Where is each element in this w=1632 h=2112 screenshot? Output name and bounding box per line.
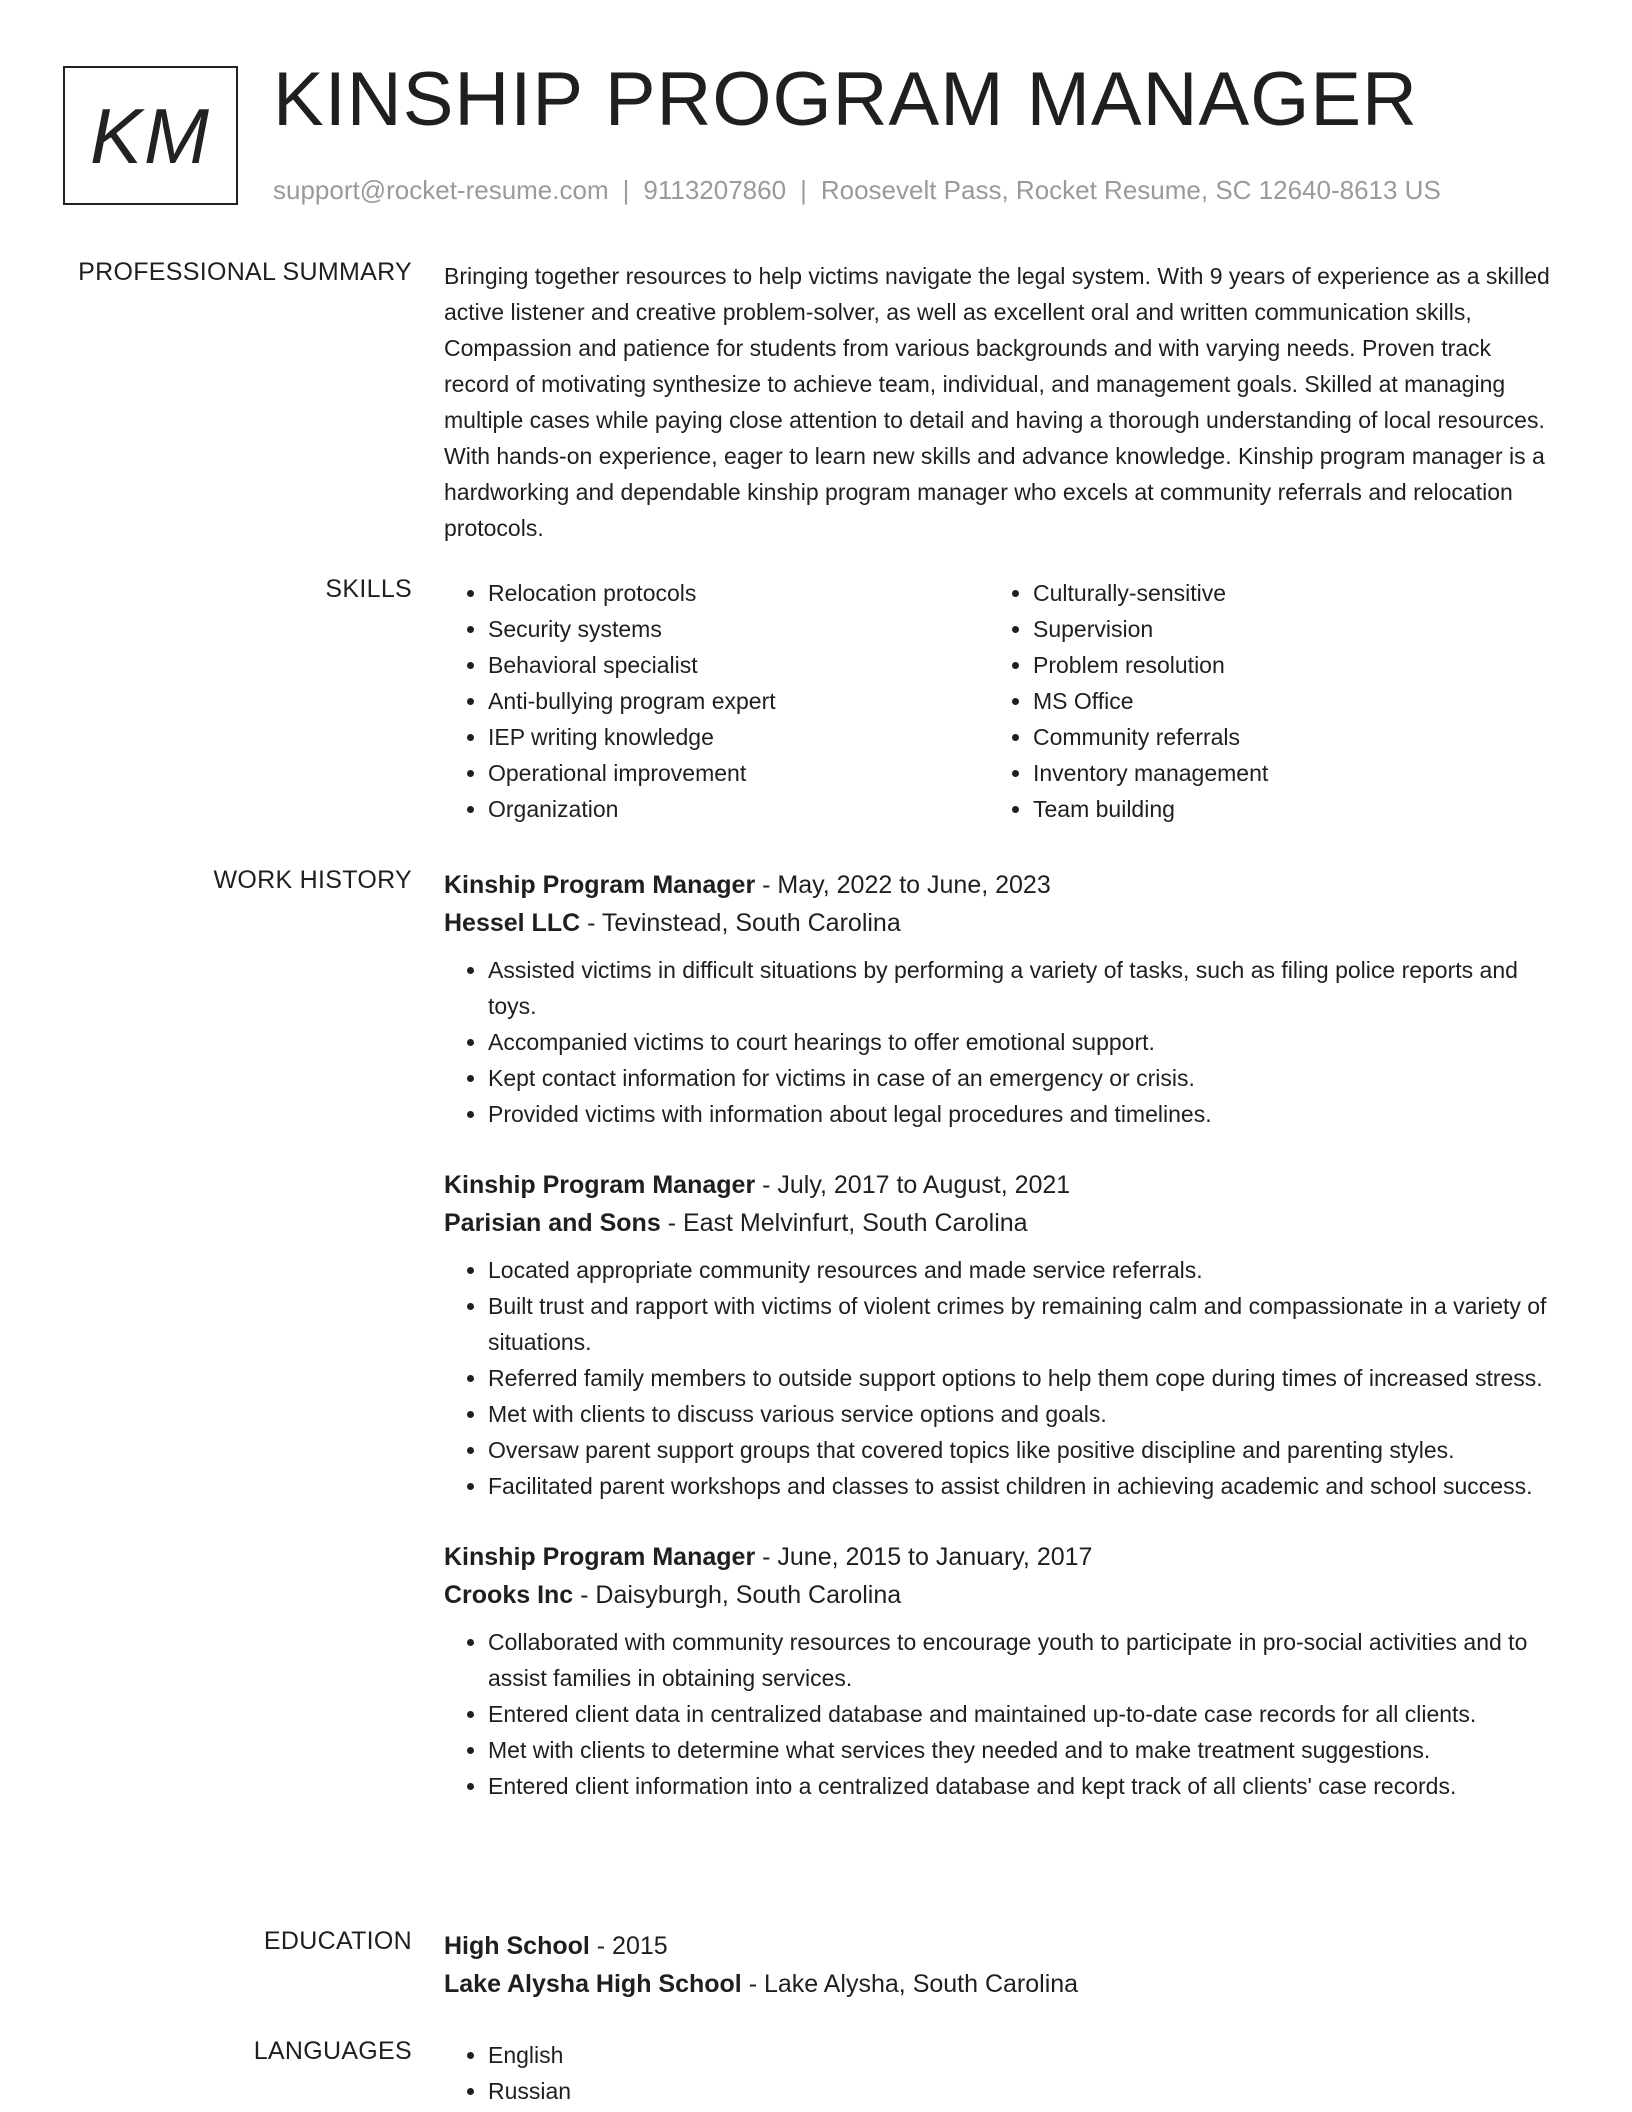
job-dates: - July, 2017 to August, 2021 <box>755 1171 1071 1199</box>
job-title-line <box>444 1166 1554 1204</box>
job-title: Kinship Program Manager <box>444 1171 756 1199</box>
job-bullet: • Assisted victims in difficult situations by performing a variety of tasks, such as filing police reports and toys. <box>488 952 1554 1024</box>
job-location: - Daisyburgh, South Carolina <box>573 1581 902 1609</box>
job-bullet: • Facilitated parent workshops and classes to assist children in achieving academic and school success. <box>488 1468 1554 1504</box>
job-company: Crooks Inc <box>444 1581 574 1609</box>
job-entry <box>444 1166 1554 1504</box>
education-year: - 2015 <box>589 1932 668 1960</box>
job-company-line <box>444 904 1554 942</box>
education-school: Lake Alysha High School <box>444 1970 742 1998</box>
skill-item: • Organization <box>488 791 989 827</box>
skill-item: • Inventory management <box>1033 755 1534 791</box>
job-bullet: • Accompanied victims to court hearings to offer emotional support. <box>488 1024 1554 1060</box>
job-bullet: • Provided victims with information about legal procedures and timelines. <box>488 1096 1554 1132</box>
job-company: Parisian and Sons <box>444 1209 661 1237</box>
job-bullet: • Referred family members to outside support options to help them cope during times of increased stress. <box>488 1360 1554 1396</box>
skill-item: • Supervision <box>1033 611 1534 647</box>
skill-item: • Community referrals <box>1033 719 1534 755</box>
skill-item: • Culturally-sensitive <box>1033 575 1534 611</box>
job-company-line <box>444 1576 1554 1614</box>
skill-item: • Problem resolution <box>1033 647 1534 683</box>
language-item: • Russian <box>488 2073 1554 2109</box>
education-heading: EDUCATION <box>263 1927 412 1955</box>
job-bullet: • Met with clients to determine what services they needed and to make treatment suggestions. <box>488 1732 1554 1768</box>
languages-heading: LANGUAGES <box>253 2037 412 2065</box>
skill-item: • MS Office <box>1033 683 1534 719</box>
job-entry <box>444 866 1554 1132</box>
job-dates: - June, 2015 to January, 2017 <box>755 1543 1093 1571</box>
job-bullets <box>444 1252 1554 1504</box>
work-list <box>444 866 1554 1838</box>
contact-email[interactable]: support@rocket-resume.com <box>273 175 609 205</box>
skill-item: • Anti-bullying program expert <box>488 683 989 719</box>
monogram-box <box>63 66 238 205</box>
languages-body <box>444 2037 1554 2109</box>
summary-text: Bringing together resources to help victims navigate the legal system. With 9 years of experience as a skilled active listener and creative problem-solver, as well as excellent oral and written communication skills, Compassion and patience for students from various backgrounds and with varying needs. Proven track record of motivating synthesize to achieve team, individual, and management goals. Skilled at managing multiple cases while paying close attention to detail and having a thorough understanding of local resources. With hands-on experience, eager to learn new skills and advance knowledge. Kinship program manager is a hardworking and dependable kinship program manager who excels at community referrals and relocation protocols. <box>444 263 1550 541</box>
job-location: - East Melvinfurt, South Carolina <box>660 1209 1028 1237</box>
job-title: Kinship Program Manager <box>444 1543 756 1571</box>
summary-heading: PROFESSIONAL SUMMARY <box>78 258 412 286</box>
contact-line <box>273 175 1441 206</box>
job-location: - Tevinstead, South Carolina <box>580 909 901 937</box>
job-title-line <box>444 866 1554 904</box>
job-bullet: • Built trust and rapport with victims of violent crimes by remaining calm and compassionate in a variety of situations. <box>488 1288 1554 1360</box>
skill-item: • Security systems <box>488 611 989 647</box>
job-title: Kinship Program Manager <box>444 871 756 899</box>
job-entry <box>444 1538 1554 1804</box>
contact-separator: | <box>800 175 807 205</box>
language-item: • English <box>488 2037 1554 2073</box>
job-bullet: • Collaborated with community resources to encourage youth to participate in pro-social activities and to assist families in obtaining services. <box>488 1624 1554 1696</box>
job-bullet: • Entered client information into a centralized database and kept track of all clients' case records. <box>488 1768 1554 1804</box>
education-degree-line <box>444 1927 1554 1965</box>
job-company: Hessel LLC <box>444 909 581 937</box>
skills-column-right <box>989 575 1534 827</box>
contact-phone[interactable]: 9113207860 <box>643 175 787 205</box>
skills-list <box>444 575 1554 827</box>
work-heading: WORK HISTORY <box>213 866 412 894</box>
job-bullets <box>444 1624 1554 1804</box>
job-bullet: • Kept contact information for victims in case of an emergency or crisis. <box>488 1060 1554 1096</box>
job-bullet: • Entered client data in centralized database and maintained up-to-date case records for all clients. <box>488 1696 1554 1732</box>
skill-item: • Team building <box>1033 791 1534 827</box>
job-dates: - May, 2022 to June, 2023 <box>755 871 1051 899</box>
job-bullet: • Oversaw parent support groups that covered topics like positive discipline and parenting styles. <box>488 1432 1554 1468</box>
job-bullet: • Met with clients to discuss various service options and goals. <box>488 1396 1554 1432</box>
skills-column-left <box>444 575 989 827</box>
education-location: - Lake Alysha, South Carolina <box>741 1970 1079 1998</box>
education-school-line <box>444 1965 1554 2003</box>
candidate-name: KINSHIP PROGRAM MANAGER <box>273 57 1418 142</box>
contact-separator: | <box>622 175 630 205</box>
job-title-line <box>444 1538 1554 1576</box>
job-company-line <box>444 1204 1554 1242</box>
skill-item: • Operational improvement <box>488 755 989 791</box>
skill-item: • Relocation protocols <box>488 575 989 611</box>
education-body <box>444 1927 1554 2003</box>
summary-body <box>444 258 1554 546</box>
job-bullets <box>444 952 1554 1132</box>
contact-address: Roosevelt Pass, Rocket Resume, SC 12640-8613 US <box>820 175 1441 205</box>
skills-heading: SKILLS <box>325 575 412 603</box>
languages-list <box>444 2037 1554 2109</box>
monogram-initials: KM <box>90 91 211 180</box>
skill-item: • Behavioral specialist <box>488 647 989 683</box>
skill-item: • IEP writing knowledge <box>488 719 989 755</box>
education-degree: High School <box>444 1932 590 1960</box>
job-bullet: • Located appropriate community resources and made service referrals. <box>488 1252 1554 1288</box>
